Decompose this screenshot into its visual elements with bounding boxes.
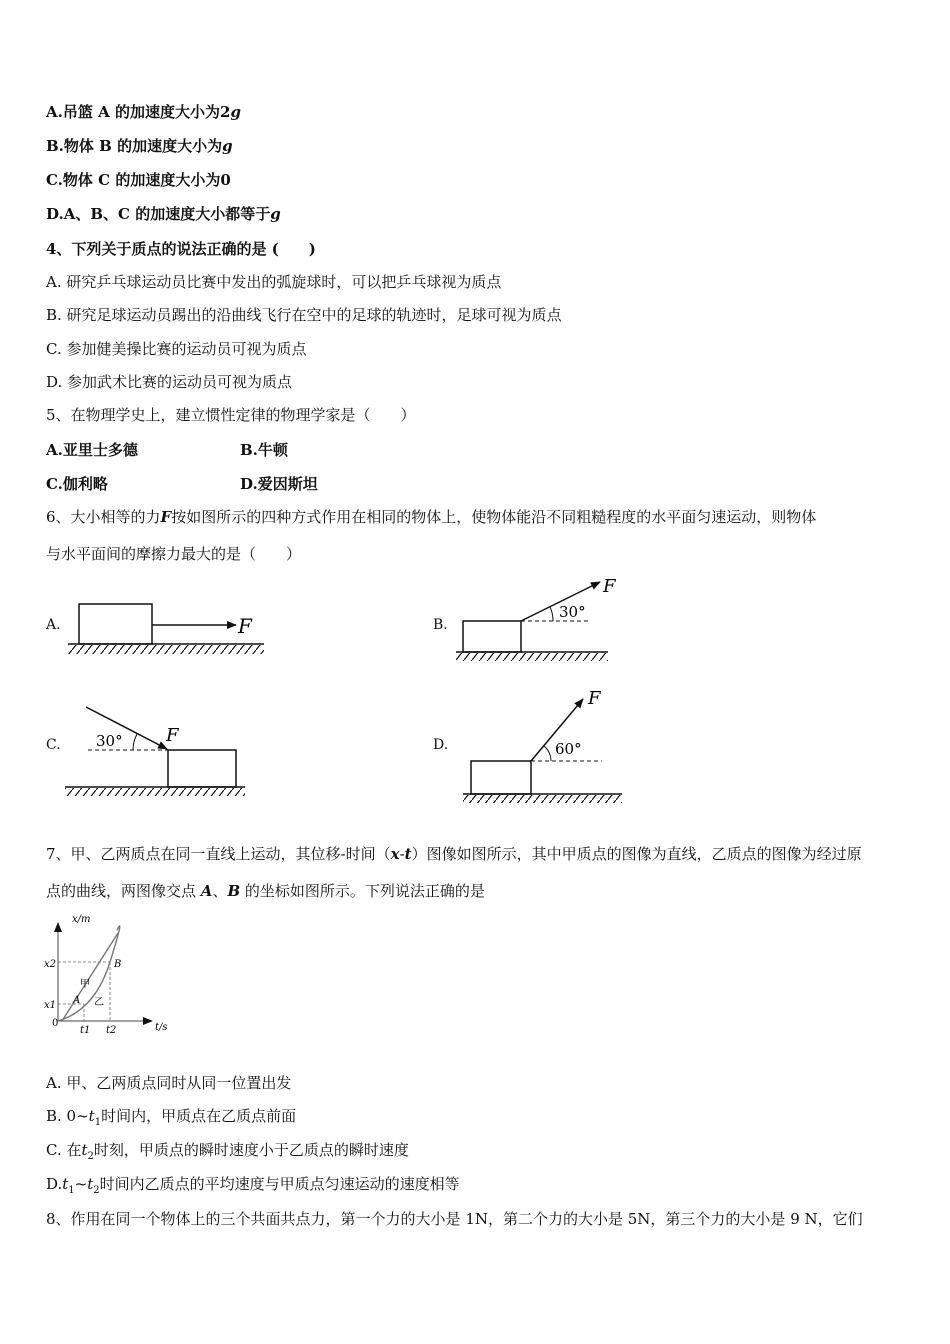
q7-d-sub2: 2 — [93, 1185, 100, 1196]
q8-stem: 8、作用在同一个物体上的三个共面共点力，第一个力的大小是 1N，第二个力的大小是 5N，第三个力的大小是 9 N，它们 — [46, 1210, 863, 1228]
q7-stem2-A: A — [200, 882, 213, 900]
fig-c-hatch — [65, 788, 245, 796]
fig-b-force-label: F — [603, 576, 616, 597]
q3-b-text: 的加速度大小为 — [117, 137, 223, 155]
q7-d-sub1: 1 — [68, 1185, 75, 1196]
q7-stem-b: ）图像如图所示，其中甲质点的图像为直线，乙质点的图像为经过原 — [411, 845, 862, 863]
q7-b-sub: 1 — [94, 1117, 102, 1128]
q7-t2-label: t2 — [106, 1025, 117, 1036]
fig-c-force-label: F — [166, 725, 179, 746]
q7-stem-t: t — [404, 845, 412, 863]
q7-graph — [44, 914, 168, 1036]
q3-b-var: B — [99, 137, 112, 155]
fig-c — [65, 707, 245, 796]
fig-b-block — [463, 621, 521, 652]
q7-d-post: 时间内乙质点的平均速度与甲质点匀速运动的速度相等 — [99, 1175, 460, 1193]
q7-curve-yi — [58, 926, 120, 1021]
q7-option-a: A. 甲、乙两质点同时从同一位置出发 — [46, 1074, 292, 1092]
q7-c-sub: 2 — [87, 1151, 94, 1162]
q6-stem-f: F — [160, 508, 172, 526]
q3-a-prefix: A.吊篮 — [46, 103, 93, 121]
q6-stem-line2: 与水平面间的摩擦力最大的是（ ） — [46, 545, 302, 563]
q7-stem-x: x — [390, 845, 400, 863]
q7-option-b — [46, 1106, 296, 1133]
fig-d-hatch — [463, 795, 622, 803]
q4-option-a: A. 研究乒乓球运动员比赛中发出的弧旋球时，可以把乒乓球视为质点 — [46, 273, 502, 291]
q7-t1-label: t1 — [80, 1025, 91, 1036]
q7-yi-label: 乙 — [94, 997, 104, 1008]
fig-a-force-label: F — [238, 614, 252, 638]
q4-stem: 4、下列关于质点的说法正确的是 ( ) — [46, 240, 316, 258]
q7-origin: 0 — [52, 1018, 59, 1029]
q3-a-var: A — [98, 103, 110, 121]
fig-c-angle: 30° — [96, 732, 123, 750]
q3-c-text: 的加速度大小为 — [115, 171, 221, 189]
q5-option-c: C.伽利略 — [46, 475, 108, 493]
q4-option-c: C. 参加健美操比赛的运动员可视为质点 — [46, 340, 307, 358]
q5-option-b: B.牛顿 — [240, 441, 288, 459]
q7-c-pre: C. 在 — [46, 1141, 82, 1159]
fig-b-label: B. — [433, 617, 448, 633]
fig-d-label: D. — [433, 737, 449, 753]
q7-option-c — [46, 1140, 409, 1167]
q3-d-val-var: g — [270, 205, 281, 223]
q5-stem: 5、在物理学史上，建立惯性定律的物理学家是（ ） — [46, 406, 416, 424]
fig-a-label: A. — [46, 617, 61, 633]
q7-x-axis-label: t/s — [155, 1022, 168, 1033]
q3-c-var: C — [98, 171, 111, 189]
q7-d-mid: ~ — [74, 1175, 88, 1193]
fig-c-label: C. — [46, 737, 61, 753]
fig-b — [456, 576, 617, 661]
fig-d-force-label: F — [588, 688, 601, 709]
q7-b-t: t — [88, 1107, 95, 1125]
fig-b-angle: 30° — [559, 603, 586, 621]
q7-d-t1: t — [62, 1175, 69, 1193]
q6-stem-b: 按如图所示的四种方式作用在相同的物体上，使物体能沿不同粗糙程度的水平面匀速运动，则物体 — [171, 508, 817, 526]
q3-d-text: 的加速度大小都等于 — [135, 205, 271, 223]
q7-c-post: 时刻，甲质点的瞬时速度小于乙质点的瞬时速度 — [93, 1141, 409, 1159]
q7-stem2-sep: 、 — [212, 882, 228, 900]
q7-y-axis-label: x/m — [72, 914, 91, 925]
q3-c-val: 0 — [220, 171, 231, 189]
fig-b-hatch — [456, 653, 608, 661]
q4-option-d: D. 参加武术比赛的运动员可视为质点 — [46, 373, 293, 391]
q3-a-val-var: g — [230, 103, 241, 121]
fig-d-block — [471, 761, 531, 794]
fig-d-angle: 60° — [555, 740, 582, 758]
q7-stem-a: 7、甲、乙两质点在同一直线上运动，其位移-时间（ — [46, 845, 391, 863]
q7-point-a: A — [73, 995, 81, 1006]
q7-stem-line2 — [46, 881, 485, 901]
fig-c-angle-arc — [133, 734, 137, 750]
fig-d-angle-arc — [544, 746, 551, 761]
q5-option-a: A.亚里士多德 — [46, 441, 138, 459]
q7-stem2-B: B — [227, 882, 241, 900]
q4-option-b: B. 研究足球运动员踢出的沿曲线飞行在空中的足球的轨迹时，足球可视为质点 — [46, 306, 562, 324]
fig-d — [463, 688, 622, 803]
q7-x2-label: x2 — [44, 959, 57, 970]
q7-stem-line1 — [46, 844, 862, 864]
q7-d-pre: D. — [46, 1175, 63, 1193]
q7-d-t2: t — [87, 1175, 94, 1193]
q3-b-prefix: B.物体 — [46, 137, 94, 155]
q7-b-post: 时间内，甲质点在乙质点前面 — [101, 1107, 297, 1125]
q3-a-val-num: 2 — [220, 103, 231, 121]
q7-stem2-a: 点的曲线，两图像交点 — [46, 882, 197, 900]
q7-c-t: t — [81, 1141, 88, 1159]
q7-point-b: B — [114, 959, 122, 970]
q7-x1-label: x1 — [44, 1000, 57, 1011]
q3-b-val-var: g — [222, 137, 233, 155]
fig-a-block — [79, 604, 152, 644]
fig-a-hatch — [68, 645, 264, 654]
q7-stem2-b: 的坐标如图所示。下列说法正确的是 — [244, 882, 485, 900]
q3-a-text: 的加速度大小为 — [114, 103, 220, 121]
q3-c-prefix: C.物体 — [46, 171, 93, 189]
fig-a — [68, 604, 264, 654]
q7-stem-dash: - — [399, 845, 405, 863]
q7-b-pre: B. 0~ — [46, 1107, 89, 1125]
q7-jia-label: 甲 — [80, 979, 90, 990]
q3-d-prefix: D.A、B、C — [46, 205, 130, 223]
q6-stem-a: 6、大小相等的力 — [46, 508, 161, 526]
q5-option-d: D.爱因斯坦 — [240, 475, 318, 493]
q7-option-d — [46, 1174, 460, 1201]
fig-b-angle-arc — [550, 607, 553, 621]
fig-c-block — [168, 750, 236, 787]
